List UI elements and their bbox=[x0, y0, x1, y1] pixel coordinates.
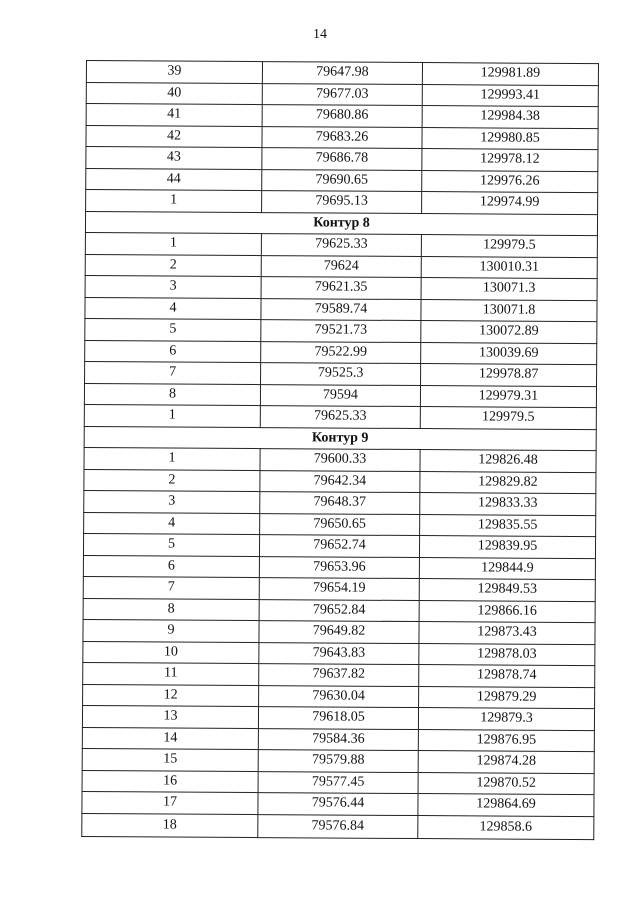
table-row bbox=[83, 576, 595, 601]
y-coordinate-cell: 130072.89 bbox=[421, 321, 597, 344]
x-coordinate-cell: 79649.82 bbox=[259, 621, 419, 643]
point-number-cell: 2 bbox=[84, 469, 260, 492]
y-coordinate-cell: 129864.69 bbox=[418, 794, 594, 817]
y-coordinate-cell: 130071.3 bbox=[421, 278, 597, 301]
point-number-cell: 8 bbox=[84, 383, 260, 406]
y-coordinate-cell: 129879.29 bbox=[419, 686, 595, 709]
table-row bbox=[85, 275, 597, 300]
x-coordinate-cell: 79521.73 bbox=[261, 320, 421, 342]
point-number-cell: 1 bbox=[86, 190, 262, 213]
point-number-cell: 41 bbox=[86, 104, 262, 127]
x-coordinate-cell: 79624 bbox=[261, 255, 421, 277]
x-coordinate-cell: 79625.33 bbox=[261, 234, 421, 256]
y-coordinate-cell: 129829.82 bbox=[420, 471, 596, 494]
point-number-cell: 13 bbox=[82, 705, 258, 728]
section-title: Контур 9 bbox=[84, 426, 596, 451]
y-coordinate-cell: 129876.95 bbox=[418, 729, 594, 752]
table-row bbox=[82, 727, 594, 752]
table-row bbox=[85, 254, 597, 279]
y-coordinate-cell: 129978.87 bbox=[421, 364, 597, 387]
x-coordinate-cell: 79584.36 bbox=[258, 728, 418, 750]
table-row bbox=[82, 770, 594, 795]
y-coordinate-cell: 130010.31 bbox=[421, 256, 597, 279]
table-row bbox=[85, 361, 597, 386]
y-coordinate-cell: 129870.52 bbox=[418, 772, 594, 795]
y-coordinate-cell: 129984.38 bbox=[422, 106, 598, 129]
table-row bbox=[83, 662, 595, 687]
point-number-cell: 6 bbox=[85, 340, 261, 363]
y-coordinate-cell: 129974.99 bbox=[422, 192, 598, 215]
section-title: Контур 8 bbox=[85, 211, 597, 236]
point-number-cell: 2 bbox=[85, 254, 261, 277]
y-coordinate-cell: 129976.26 bbox=[422, 170, 598, 193]
y-coordinate-cell: 129979.31 bbox=[420, 385, 596, 408]
y-coordinate-cell: 129866.16 bbox=[419, 600, 595, 623]
point-number-cell: 11 bbox=[83, 662, 259, 685]
coordinates-table bbox=[81, 60, 599, 840]
table-row bbox=[82, 813, 594, 839]
x-coordinate-cell: 79654.19 bbox=[259, 578, 419, 600]
point-number-cell: 1 bbox=[84, 404, 260, 427]
y-coordinate-cell: 129873.43 bbox=[419, 622, 595, 645]
x-coordinate-cell: 79642.34 bbox=[260, 470, 420, 492]
table-row bbox=[84, 404, 596, 429]
y-coordinate-cell: 129979.5 bbox=[421, 235, 597, 258]
point-number-cell: 42 bbox=[86, 125, 262, 148]
point-number-cell: 3 bbox=[85, 275, 261, 298]
x-coordinate-cell: 79625.33 bbox=[260, 406, 420, 428]
point-number-cell: 43 bbox=[86, 147, 262, 170]
table-row bbox=[82, 705, 594, 730]
y-coordinate-cell: 129844.9 bbox=[419, 557, 595, 580]
table-row bbox=[85, 232, 597, 257]
table-row bbox=[84, 490, 596, 515]
point-number-cell: 5 bbox=[85, 318, 261, 341]
table-row bbox=[83, 533, 595, 558]
y-coordinate-cell: 129839.95 bbox=[419, 536, 595, 559]
table-row bbox=[83, 598, 595, 623]
page-number: 14 bbox=[313, 27, 327, 42]
x-coordinate-cell: 79686.78 bbox=[262, 148, 422, 170]
y-coordinate-cell: 129879.3 bbox=[418, 708, 594, 731]
x-coordinate-cell: 79653.96 bbox=[259, 556, 419, 578]
y-coordinate-cell: 129833.33 bbox=[420, 493, 596, 516]
point-number-cell: 3 bbox=[84, 490, 260, 513]
table-row bbox=[85, 340, 597, 365]
point-number-cell: 4 bbox=[84, 512, 260, 535]
coordinates-table-body bbox=[82, 61, 599, 840]
x-coordinate-cell: 79589.74 bbox=[261, 298, 421, 320]
table-row bbox=[86, 125, 598, 150]
table-row bbox=[86, 104, 598, 129]
point-number-cell: 1 bbox=[85, 232, 261, 255]
table-row bbox=[86, 168, 598, 193]
table-row bbox=[84, 512, 596, 537]
point-number-cell: 7 bbox=[83, 576, 259, 599]
y-coordinate-cell: 129849.53 bbox=[419, 579, 595, 602]
point-number-cell: 16 bbox=[82, 770, 258, 793]
x-coordinate-cell: 79576.84 bbox=[258, 814, 418, 838]
y-coordinate-cell: 129993.41 bbox=[422, 84, 598, 107]
x-coordinate-cell: 79637.82 bbox=[259, 664, 419, 686]
x-coordinate-cell: 79648.37 bbox=[260, 492, 420, 514]
section-header-row bbox=[85, 211, 597, 236]
x-coordinate-cell: 79650.65 bbox=[260, 513, 420, 535]
point-number-cell: 18 bbox=[82, 813, 258, 837]
x-coordinate-cell: 79647.98 bbox=[262, 62, 422, 84]
x-coordinate-cell: 79577.45 bbox=[258, 771, 418, 793]
x-coordinate-cell: 79525.3 bbox=[261, 363, 421, 385]
y-coordinate-cell: 129858.6 bbox=[418, 815, 594, 839]
point-number-cell: 6 bbox=[83, 555, 259, 578]
point-number-cell: 12 bbox=[83, 684, 259, 707]
point-number-cell: 39 bbox=[86, 61, 262, 84]
x-coordinate-cell: 79652.74 bbox=[259, 535, 419, 557]
x-coordinate-cell: 79683.26 bbox=[262, 126, 422, 148]
point-number-cell: 7 bbox=[85, 361, 261, 384]
table-row bbox=[84, 447, 596, 472]
table-row bbox=[83, 684, 595, 709]
section-header-row bbox=[84, 426, 596, 451]
y-coordinate-cell: 130039.69 bbox=[421, 342, 597, 365]
x-coordinate-cell: 79600.33 bbox=[260, 449, 420, 471]
x-coordinate-cell: 79690.65 bbox=[262, 169, 422, 191]
x-coordinate-cell: 79652.84 bbox=[259, 599, 419, 621]
table-row bbox=[86, 190, 598, 215]
table-row bbox=[82, 748, 594, 773]
point-number-cell: 15 bbox=[82, 748, 258, 771]
point-number-cell: 10 bbox=[83, 641, 259, 664]
y-coordinate-cell: 129878.74 bbox=[419, 665, 595, 688]
point-number-cell: 9 bbox=[83, 619, 259, 642]
x-coordinate-cell: 79576.44 bbox=[258, 793, 418, 815]
y-coordinate-cell: 129878.03 bbox=[419, 643, 595, 666]
y-coordinate-cell: 129835.55 bbox=[420, 514, 596, 537]
x-coordinate-cell: 79522.99 bbox=[261, 341, 421, 363]
y-coordinate-cell: 129980.85 bbox=[422, 127, 598, 150]
point-number-cell: 17 bbox=[82, 791, 258, 814]
table-row bbox=[85, 297, 597, 322]
y-coordinate-cell: 130071.8 bbox=[421, 299, 597, 322]
x-coordinate-cell: 79594 bbox=[260, 384, 420, 406]
point-number-cell: 5 bbox=[83, 533, 259, 556]
table-row bbox=[83, 555, 595, 580]
table-row bbox=[85, 318, 597, 343]
y-coordinate-cell: 129826.48 bbox=[420, 450, 596, 473]
y-coordinate-cell: 129979.5 bbox=[420, 407, 596, 430]
table-row bbox=[86, 147, 598, 172]
point-number-cell: 4 bbox=[85, 297, 261, 320]
x-coordinate-cell: 79643.83 bbox=[259, 642, 419, 664]
x-coordinate-cell: 79677.03 bbox=[262, 83, 422, 105]
table-row bbox=[82, 791, 594, 816]
x-coordinate-cell: 79579.88 bbox=[258, 750, 418, 772]
point-number-cell: 8 bbox=[83, 598, 259, 621]
table-row bbox=[83, 619, 595, 644]
x-coordinate-cell: 79618.05 bbox=[258, 707, 418, 729]
table-row bbox=[84, 383, 596, 408]
table-row bbox=[84, 469, 596, 494]
x-coordinate-cell: 79695.13 bbox=[262, 191, 422, 213]
x-coordinate-cell: 79680.86 bbox=[262, 105, 422, 127]
point-number-cell: 1 bbox=[84, 447, 260, 470]
x-coordinate-cell: 79621.35 bbox=[261, 277, 421, 299]
point-number-cell: 40 bbox=[86, 82, 262, 105]
table-row bbox=[83, 641, 595, 666]
point-number-cell: 14 bbox=[82, 727, 258, 750]
y-coordinate-cell: 129981.89 bbox=[422, 63, 598, 86]
table-row bbox=[86, 61, 598, 86]
y-coordinate-cell: 129874.28 bbox=[418, 751, 594, 774]
x-coordinate-cell: 79630.04 bbox=[259, 685, 419, 707]
table-row bbox=[86, 82, 598, 107]
point-number-cell: 44 bbox=[86, 168, 262, 191]
y-coordinate-cell: 129978.12 bbox=[422, 149, 598, 172]
